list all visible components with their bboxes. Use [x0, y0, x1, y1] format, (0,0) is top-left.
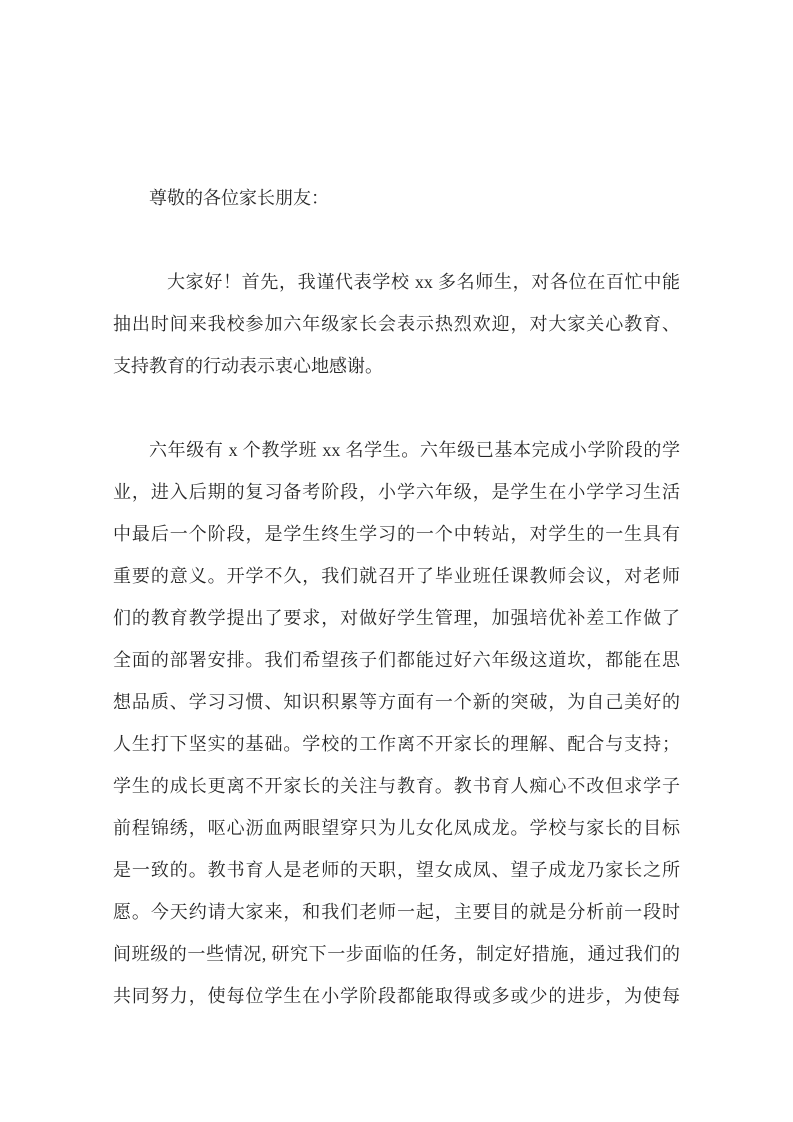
text-line: 尊敬的各位家长朋友：: [149, 188, 329, 208]
text-line: 业，进入后期的复习备考阶段，小学六年级，是学生在小学学习生活: [113, 482, 680, 502]
text-line: 大家好！首先，我谨代表学校 xx 多名师生，对各位在百忙中能: [167, 272, 680, 292]
text-line: 重要的意义。开学不久，我们就召开了毕业班任课教师会议，对老师: [113, 566, 680, 586]
text-line: 六年级有 x 个教学班 xx 名学生。六年级已基本完成小学阶段的学: [149, 440, 680, 460]
text-line: 中最后一个阶段，是学生终生学习的一个中转站，对学生的一生具有: [113, 524, 680, 544]
text-line: 学生的成长更离不开家长的关注与教育。教书育人痴心不改但求学子: [113, 776, 680, 796]
text-line: 前程锦绣，呕心沥血两眼望穿只为儿女化凤成龙。学校与家长的目标: [113, 818, 680, 838]
text-line: 全面的部署安排。我们希望孩子们都能过好六年级这道坎，都能在思: [113, 650, 680, 670]
text-line: 间班级的一些情况, 研究下一步面临的任务，制定好措施，通过我们的: [113, 944, 680, 964]
salutation: [113, 177, 680, 219]
text-line: 想品质、学习习惯、知识积累等方面有一个新的突破，为自己美好的: [113, 692, 680, 712]
text-line: 抽出时间来我校参加六年级家长会表示热烈欢迎，对大家关心教育、: [113, 314, 680, 334]
paragraph: [113, 429, 680, 1017]
text-line: 是一致的。教书育人是老师的天职，望女成凤、望子成龙乃家长之所: [113, 860, 680, 880]
text-line: 人生打下坚实的基础。学校的工作离不开家长的理解、配合与支持；: [113, 734, 680, 754]
paragraph: [113, 261, 680, 387]
text-line: 支持教育的行动表示衷心地感谢。: [113, 356, 383, 376]
text-line: 愿。今天约请大家来，和我们老师一起，主要目的就是分析前一段时: [113, 902, 680, 922]
text-line: 共同努力，使每位学生在小学阶段都能取得或多或少的进步，为使每: [113, 986, 680, 1006]
text-line: 们的教育教学提出了要求，对做好学生管理，加强培优补差工作做了: [113, 608, 680, 628]
